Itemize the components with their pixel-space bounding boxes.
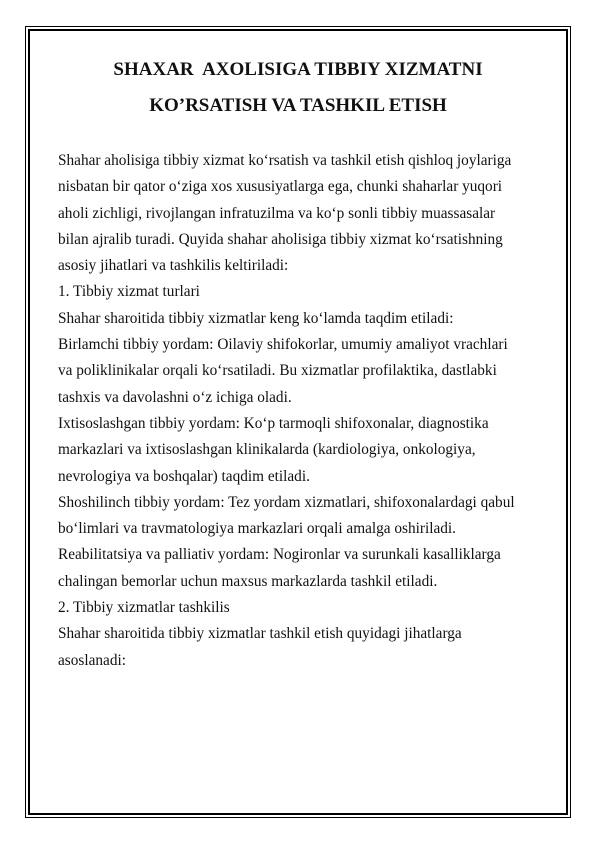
body-line: asoslanadi: — [58, 651, 126, 669]
body-line: Reabilitatsiya va palliativ yordam: Nogironlar va surunkali kasalliklarga — [58, 546, 501, 564]
section-heading-2: 2. Tibbiy xizmatlar tashkilis — [58, 599, 230, 617]
body-line: va poliklinikalar orqali ko‘rsatiladi. Bu xizmatlar profilaktika, dastlabki — [58, 362, 497, 380]
body-line: nisbatan bir qator o‘ziga xos xususiyatlarga ega, chunki shaharlar yuqori — [58, 178, 503, 196]
section-heading-1: 1. Tibbiy xizmat turlari — [58, 283, 200, 301]
body-line: tashxis va davolashni o‘z ichiga oladi. — [58, 388, 292, 406]
document-title-line-1: SHAXAR AXOLISIGA TIBBIY XIZMATNI — [113, 59, 483, 80]
body-line: nevrologiya va boshqalar) taqdim etiladi. — [58, 467, 310, 485]
body-line: Shoshilinch tibbiy yordam: Tez yordam xizmatlari, shifoxonalardagi qabul — [58, 493, 515, 511]
body-line: Shahar sharoitida tibbiy xizmatlar tashkil etish quyidagi jihatlarga — [58, 625, 462, 643]
document-body — [58, 148, 548, 674]
body-line: Shahar aholisiga tibbiy xizmat ko‘rsatish va tashkil etish qishloq joylariga — [58, 152, 512, 169]
document-title-line-2: KO’RSATISH VA TASHKIL ETISH — [149, 95, 447, 116]
body-line: chalingan bemorlar uchun maxsus markazlarda tashkil etiladi. — [58, 572, 438, 590]
body-line: bo‘limlari va travmatologiya markazlari orqali amalga oshiriladi. — [58, 520, 457, 538]
body-line: aholi zichligi, rivojlangan infratuzilma va ko‘p sonli tibbiy muassasalar — [58, 204, 496, 222]
body-line: asosiy jihatlari va tashkilis keltiriladi: — [58, 257, 289, 275]
body-line: bilan ajralib turadi. Quyida shahar aholisiga tibbiy xizmat ko‘rsatishning — [58, 230, 503, 248]
body-line: markazlari va ixtisoslashgan klinikalarda (kardiologiya, onkologiya, — [58, 441, 476, 459]
body-line: Ixtisoslashgan tibbiy yordam: Ko‘p tarmoqli shifoxonalar, diagnostika — [58, 414, 489, 432]
body-line: Birlamchi tibbiy yordam: Oilaviy shifokorlar, umumiy amaliyot vrachlari — [58, 336, 508, 354]
body-line: Shahar sharoitida tibbiy xizmatlar keng ko‘lamda taqdim etiladi: — [58, 309, 454, 327]
